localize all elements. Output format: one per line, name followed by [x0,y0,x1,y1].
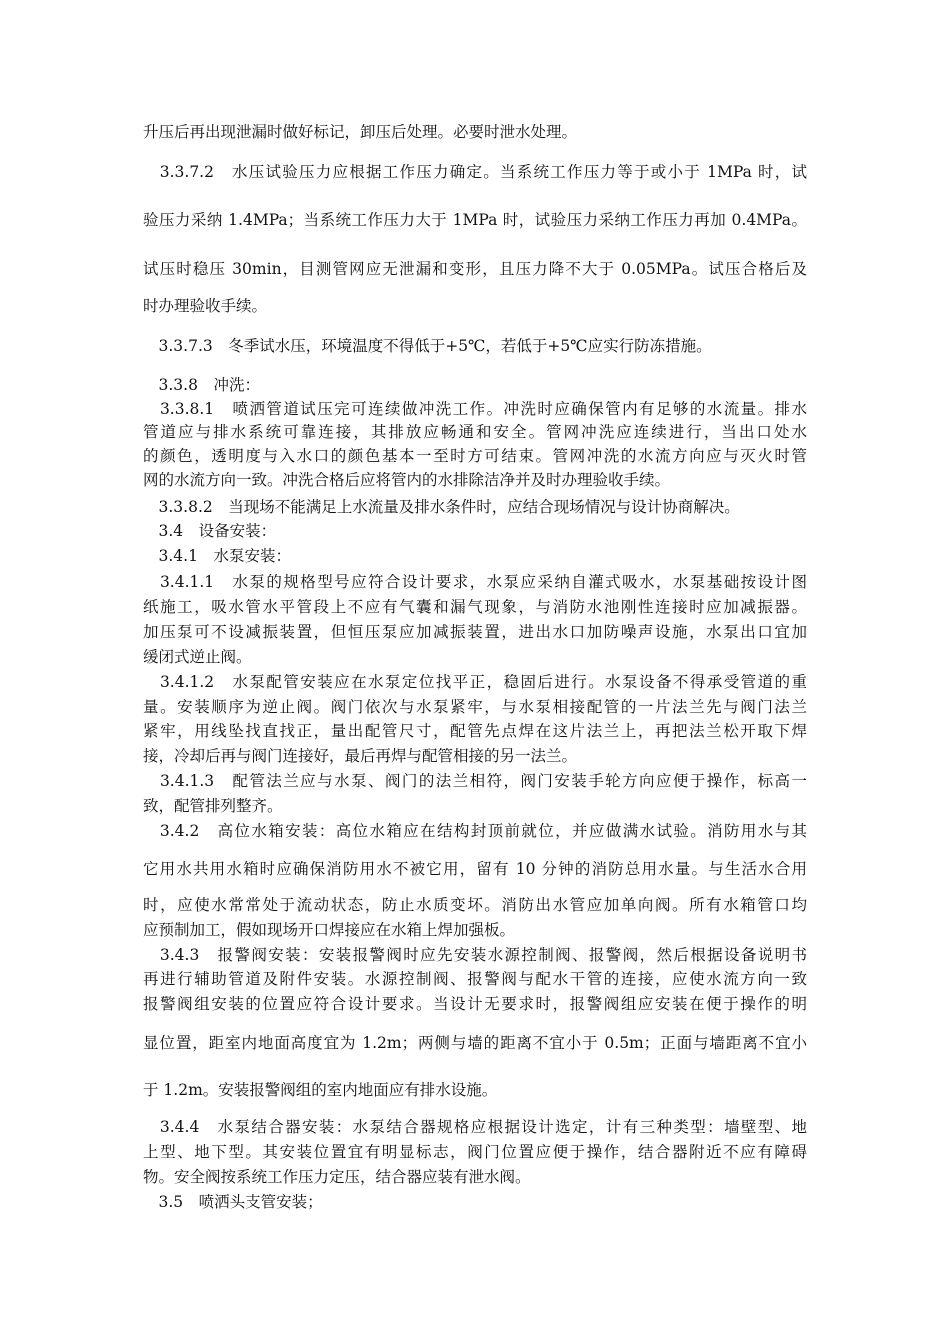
text-line: 升压后再出现泄漏时做好标记，卸压后处理。必要时泄水处理。 [143,123,578,141]
text-line: 它用水共用水箱时应确保消防用水不被它用，留有 10 分钟的消防总用水量。与生活水合用 [143,860,807,878]
text-line: 纸施工，吸水管水平管段上不应有气囊和漏气现象，与消防水池刚性连接时应加减振器。 [143,598,807,616]
text-line: 3.3.7.3 冬季试水压，环境温度不得低于+5℃，若低于+5℃应实行防冻措施。 [143,337,712,355]
text-line: 3.3.7.2 水压试验压力应根据工作压力确定。当系统工作压力等于或小于 1MPa 时，试 [143,163,807,181]
text-line: 3.4.2 高位水箱安装：高位水箱应在结构封顶前就位，并应做满水试验。消防用水与其 [143,822,807,840]
text-line: 3.5 喷洒头支管安装； [143,1193,323,1211]
text-line: 时，应使水常常处于流动状态，防止水质变坏。消防出水管应加单向阀。所有水箱管口均 [143,896,807,914]
text-line: 3.3.8.1 喷洒管道试压完可连续做冲洗工作。冲洗时应确保管内有足够的水流量。排水 [143,400,807,418]
text-line: 试压时稳压 30min，目测管网应无泄漏和变形，且压力降不大于 0.05MPa。试压合格后及 [143,260,807,278]
text-line: 3.4.1 水泵安装： [143,547,291,565]
text-line: 3.4 设备安装： [143,522,277,540]
text-line: 缓闭式逆止阀。 [143,648,252,666]
text-line: 3.4.1.3 配管法兰应与水泵、阀门的法兰相符，阀门安装手轮方向应便于操作，标高一 [143,772,807,790]
text-line: 3.4.1.2 水泵配管安装应在水泵定位找平正，稳固后进行。水泵设备不得承受管道的重 [143,673,807,691]
text-line: 紧牢，用线坠找直找正，量出配管尺寸，配管先点焊在这片法兰上，再把法兰松开取下焊 [143,722,807,740]
text-line: 3.4.3 报警阀安装：安装报警阀时应先安装水源控制阀、报警阀，然后根据设备说明书 [143,946,807,964]
text-line: 加压泵可不设减振装置，但恒压泵应加减振装置，进出水口加防噪声设施，水泵出口宜加 [143,623,807,641]
text-line: 3.3.8.2 当现场不能满足上水流量及排水条件时，应结合现场情况与设计协商解决。 [143,498,740,516]
text-line: 3.3.8 冲洗： [143,376,260,394]
text-line: 管道应与排水系统可靠连接，其排放应畅通和安全。管网冲洗应连续进行，当出口处水 [143,423,807,441]
text-line: 报警阀组安装的位置应符合设计要求。当设计无要求时，报警阀组应安装在便于操作的明 [143,995,807,1013]
text-line: 的颜色，透明度与入水口的颜色基本一至时方可结束。管网冲洗的水流方向应与灭火时管 [143,447,807,465]
text-line: 时办理验收手续。 [143,297,268,315]
text-line: 于 1.2m。安装报警阀组的室内地面应有排水设施。 [143,1081,498,1099]
text-line: 物。安全阀按系统工作压力定压，结合器应装有泄水阀。 [143,1168,531,1186]
text-line: 验压力采纳 1.4MPa；当系统工作压力大于 1MPa 时，试验压力采纳工作压力再加 0.4MPa。 [143,211,807,229]
text-line: 应预制加工，假如现场开口焊接应在水箱上焊加强板。 [143,921,516,939]
text-line: 再进行辅助管道及附件安装。水源控制阀、报警阀与配水干管的连接，应使水流方向一致 [143,970,807,988]
text-line: 致，配管排列整齐。 [143,797,283,815]
text-line: 上型、地下型。其安装位置宜有明显标志，阀门位置应便于操作，结合器附近不应有障碍 [143,1143,807,1161]
text-line: 显位置，距室内地面高度宜为 1.2m；两侧与墙的距离不宜小于 0.5m；正面与墙距离不宜小 [143,1034,807,1052]
text-line: 3.4.1.1 水泵的规格型号应符合设计要求，水泵应采纳自灌式吸水，水泵基础按设计图 [143,573,807,591]
text-line: 接，冷却后再与阀门连接好，最后再焊与配管相接的另一法兰。 [143,747,578,765]
text-line: 3.4.4 水泵结合器安装：水泵结合器规格应根据设计选定，计有三种类型：墙壁型、地 [143,1118,807,1136]
text-line: 量。安装顺序为逆止阀。阀门依次与水泵紧牢，与水泵相接配管的一片法兰先与阀门法兰 [143,698,807,716]
text-line: 网的水流方向一致。冲洗合格后应将管内的水排除洁净并及时办理验收手续。 [143,471,671,489]
